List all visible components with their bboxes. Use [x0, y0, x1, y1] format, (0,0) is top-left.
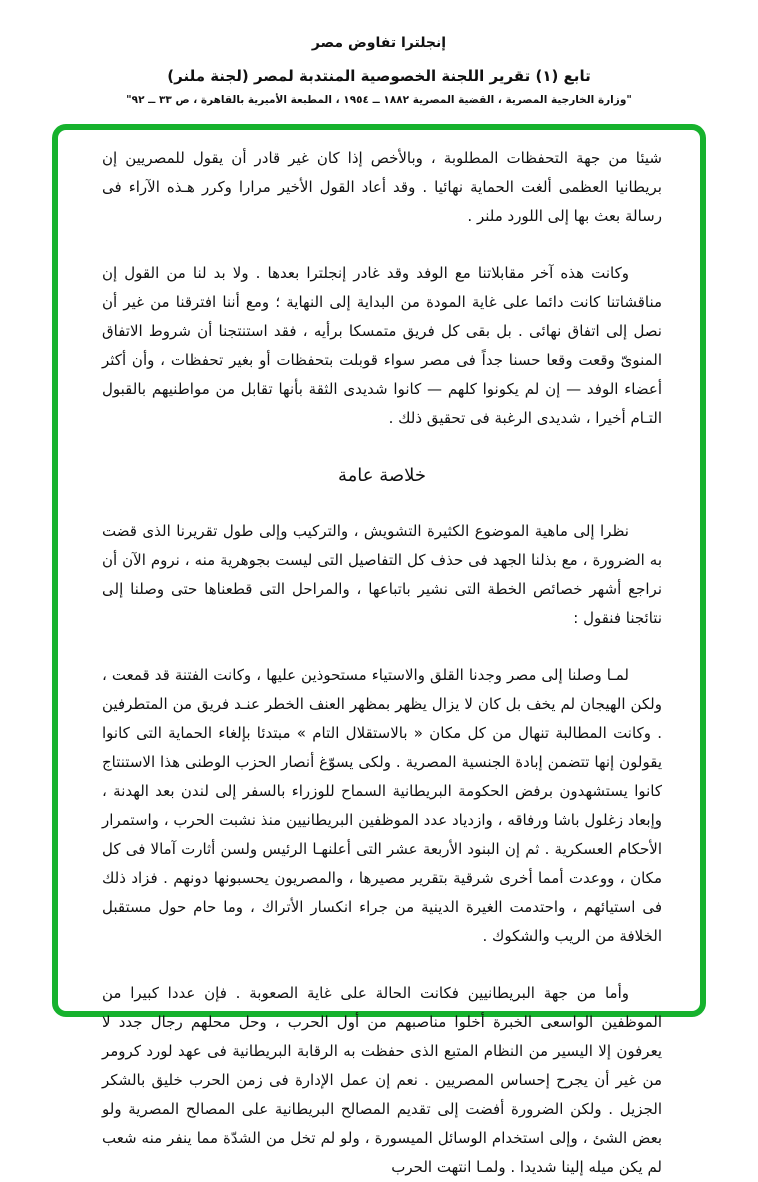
- paragraph: وكانت هذه آخر مقابلاتنا مع الوفد وقد غادر إنجلترا بعدها . ولا بد لنا من القول إن مناقشاتنا كانت دائما على غاية المودة من البداية إلى النهاية ؛ ومع أننا افترقنا من غير أن نصل إلى اتفاق نهائى . بل بقى كل فريق متمسكا برأيه ، فقد استنتجنا أن شروط الاتفاق المنوىّ وقعت وقعا حسنا جداً فى مصر سواء قوبلت بتحفظات أو بغير تحفظات ، وأن أكثر أعضاء الوفد — إن لم يكونوا كلهم — كانوا شديدى الثقة بأنها تقابل من مواطنيهم بالقبول التـام أخيرا ، شديدى الرغبة فى تحقيق ذلك .: [102, 264, 662, 428]
- paragraph: لمـا وصلنا إلى مصر وجدنا القلق والاستياء مستحوذين عليها ، وكانت الفتنة قد قمعت ، ولكن الهيجان لم يخف بل كان لا يزال يظهر بمظهر العنف الخطر عنـد فريق من المتطرفين . وكانت المطالبة تنهال من كل مكان « بالاستقلال التام » مبتدئا بإلغاء الحماية التى كانوا يقولون إنها تتضمن إبادة الجنسية المصرية . ولكى يسوّغ أنصار الحزب الوطنى هذا الاستنتاج كانوا يستشهدون برفض الحكومة البريطانية السماح للوزراء بالسفر إلى لندن بعد الهدنة ، وإبعاد زغلول باشا ورفاقه ، وازدياد عدد الموظفين البريطانيين منذ نشبت الحرب ، واستمرار الأحكام العسكرية . ثم إن البنود الأربعة عشر التى أعلنهـا الرئيس ولسن أثارت آمالا فى كل مكان ، ووعدت أمما أخرى شرقية بتقرير مصيرها ، والمصريون يحسبونها دونهم . فزاد ذلك فى استيائهم ، واحتدمت الغيرة الدينية من جراء انكسار الأتراك ، وما حام حول مستقبل الخلافة من الريب والشكوك .: [102, 665, 662, 945]
- highlighted-text-box: [52, 124, 706, 1176]
- source-citation: "وزارة الخارجية المصرية ، القضية المصرية ١٨٨٢ ــ ١٩٥٤ ، المطبعة الأميرية بالقاهرة ، ص ٣٣ ــ ٩٢": [126, 93, 632, 106]
- paragraph: وأما من جهة البريطانيين فكانت الحالة على غاية الصعوبة . فإن عددا كبيرا من الموظفين الواسعى الخبرة أخلوا مناصبهم من أول الحرب ، وحل محلهم رجال جدد لا يعرفون إلا اليسير من النظام المتبع الذى حفظت به الرقابة البريطانية فى عهد لورد كرومر من غير أن يجرح إحساس المصريين . نعم إن عمل الإدارة فى زمن الحرب خليق بالشكر الجزيل . ولكن الضرورة أفضت إلى تقديم المصالح البريطانية على المصالح المصرية ولو بعض الشئ ، وإلى استخدام الوسائل الميسورة ، ولو لم تخل من الشدّة مما ينفر منه شعب لم يكن ميله إلينا شديدا . ولمـا انتهت الحرب: [102, 983, 662, 1176]
- document-header: [0, 0, 758, 107]
- page-subtitle: تابع (١) تقرير اللجنة الخصوصية المنتدبة لمصر (لجنة ملنر): [167, 66, 591, 85]
- page-title: إنجلترا تفاوض مصر: [311, 35, 447, 51]
- paragraph-continuation: شيئا من جهة التحفظات المطلوبة ، وبالأخص إذا كان غير قادر أن يقول للمصريين إن بريطانيا العظمى ألغت الحماية نهائيا . وقد أعاد القول الأخير مرارا وكرر هـذه الآراء فى رسالة بعث بها إلى اللورد ملنر .: [102, 149, 662, 226]
- body-text: [102, 144, 662, 1182]
- paragraph: نظرا إلى ماهية الموضوع الكثيرة التشويش ، والتركيب وإلى طول تقريرنا الذى قضت به الضرورة ، مع بذلنا الجهد فى حذف كل التفاصيل التى ليست بجوهرية منه ، نروم الآن أن نراجع أشهر خصائص الخطة التى نشير باتباعها ، والمراحل التى قطعناها حتى وصلنا إلى نتائجنا فنقول :: [102, 521, 662, 627]
- section-heading: خلاصة عامة: [337, 465, 427, 487]
